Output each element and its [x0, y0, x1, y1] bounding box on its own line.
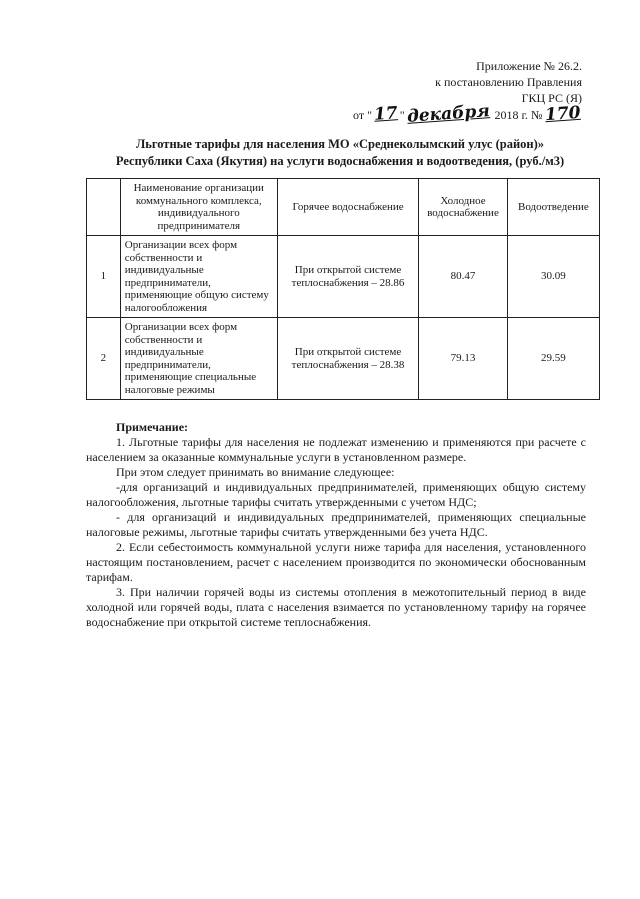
row-wastewater: 29.59: [507, 318, 599, 400]
date-prefix: от ": [353, 108, 373, 122]
notes-heading: Примечание:: [116, 420, 189, 434]
note-paragraph-4: - для организаций и индивидуальных предпринимателей, применяющих специальные налоговые режимы, льготные тарифы считать утвержденными без учета НДС.: [86, 510, 586, 539]
date-number: 170: [543, 102, 581, 126]
note-paragraph-3: -для организаций и индивидуальных предпринимателей, применяющих общую систему налогообложения, льготные тарифы считать утвержденными с учетом НДС;: [86, 480, 586, 509]
note-paragraph-2: При этом следует принимать во внимание следующее:: [116, 465, 395, 479]
row-wastewater: 30.09: [507, 236, 599, 318]
note-paragraph-6: 3. При наличии горячей воды из системы отопления в межотопительный период в виде холодной или горячей воды, плата с населения взимается по установленному тарифу на горячее водоснабжение при открытой системе теплоснабжения.: [86, 585, 586, 629]
table-header-row: [87, 179, 600, 236]
appendix-date: [353, 101, 582, 127]
header-hot-water: Горячее водоснабжение: [277, 179, 418, 236]
date-mid: ": [399, 108, 405, 122]
tariff-table: [86, 178, 600, 400]
table-row: [87, 318, 600, 400]
note-paragraph-5: 2. Если себестоимость коммунальной услуги ниже тарифа для населения, установленного настоящим постановлением, расчет с населением производится по экономически обоснованным тарифам.: [86, 540, 586, 584]
header-cold-water: Холодное водоснабжение: [419, 179, 507, 236]
date-month: декабря: [406, 101, 491, 127]
row-number: 2: [87, 318, 121, 400]
row-number: 1: [87, 236, 121, 318]
appendix-decree: к постановлению Правления: [435, 75, 582, 89]
title-line-2: Республики Саха (Якутия) на услуги водоснабжения и водоотведения, (руб./м3): [115, 154, 565, 168]
row-hot-water: При открытой системе теплоснабжения – 28.38: [277, 318, 418, 400]
document-title: [90, 136, 590, 170]
appendix-header: [353, 58, 582, 127]
header-number: [87, 179, 121, 236]
notes-section: [86, 420, 586, 630]
header-wastewater: Водоотведение: [507, 179, 599, 236]
appendix-agency: ГКЦ РС (Я): [521, 91, 582, 105]
header-organization: Наименование организации коммунального комплекса, индивидуального предпринимателя: [120, 179, 277, 236]
row-cold-water: 79.13: [419, 318, 507, 400]
row-organization: Организации всех форм собственности и индивидуальные предприниматели, применяющие специальные налоговые режимы: [120, 318, 277, 400]
row-cold-water: 80.47: [419, 236, 507, 318]
date-year: 2018 г. №: [494, 108, 543, 122]
row-hot-water: При открытой системе теплоснабжения – 28.86: [277, 236, 418, 318]
row-organization: Организации всех форм собственности и индивидуальные предприниматели, применяющие общую систему налогообложения: [120, 236, 277, 318]
appendix-number: Приложение № 26.2.: [476, 59, 582, 73]
title-line-1: Льготные тарифы для населения МО «Среднеколымский улус (район)»: [135, 137, 545, 151]
table-row: [87, 236, 600, 318]
note-paragraph-1: 1. Льготные тарифы для населения не подлежат изменению и применяются при расчете с населением за оказанные коммунальные услуги в установленном размере.: [86, 435, 586, 464]
date-day: 17: [373, 103, 399, 125]
